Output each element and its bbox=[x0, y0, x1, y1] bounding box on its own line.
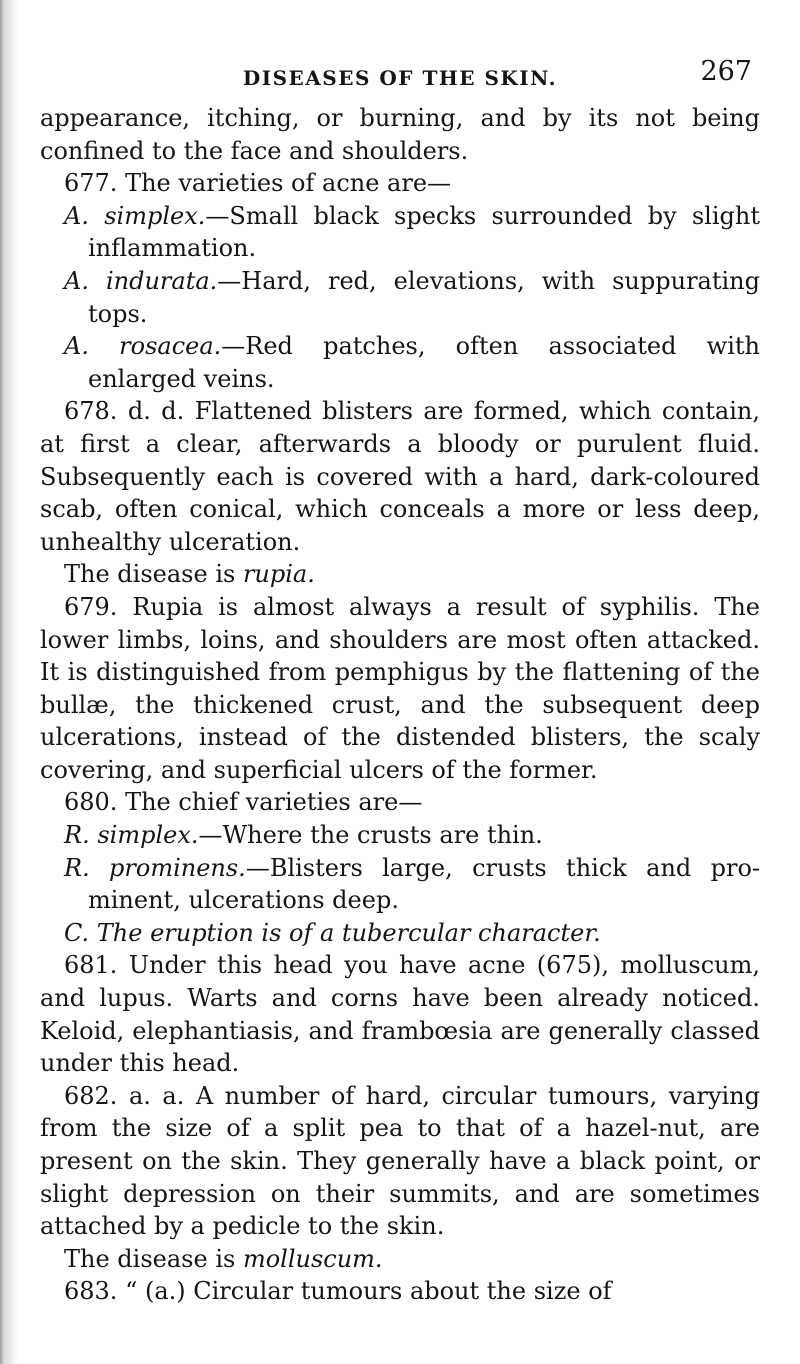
paragraph-text: 678. d. d. Flattened blisters are formed, which contain, at first a clear, afterwards a bloody or purulent fluid. Subsequently each is covered with a hard, dark-coloured scab, often conical, which conceals a more or less deep, unhealthy ulceration. bbox=[40, 397, 760, 556]
paragraph bbox=[40, 786, 760, 819]
paragraph-text: 677. The varieties of acne are— bbox=[64, 169, 452, 198]
paragraph bbox=[40, 558, 760, 591]
paragraph-text: 682. a. a. A number of hard, circular tumours, varying from the size of a split pea to that of a hazel-nut, are present on the skin. They generally have a black point, or slight depression on their summits, and are sometimes attached by a pedicle to the skin. bbox=[40, 1081, 760, 1241]
paragraph-text: The disease is bbox=[64, 560, 243, 589]
page-body bbox=[40, 102, 760, 1308]
paragraph-text: 679. Rupia is almost always a result of syphilis. The lower limbs, loins, and shoulders are most often attacked. It is distinguished from pemphigus by the flattening of the bullæ, the thickened crust, and the subsequent deep ulcerations, instead of the distended blisters, the scaly covering, and superficial ulcers of the former. bbox=[40, 592, 760, 784]
variety-term: R. simplex. bbox=[64, 821, 199, 850]
paragraph-text: 680. The chief varieties are— bbox=[64, 788, 423, 817]
disease-name: rupia. bbox=[242, 560, 315, 589]
paragraph bbox=[40, 949, 760, 1079]
variety-entry bbox=[40, 819, 760, 852]
section-heading-text: C. The eruption is of a tubercular character. bbox=[64, 918, 601, 947]
paragraph-text: appearance, itching, or burning, and by its not being confined to the face and shoulders. bbox=[40, 104, 760, 165]
disease-name: molluscum. bbox=[242, 1244, 383, 1273]
running-head: DISEASES OF THE SKIN. bbox=[242, 66, 558, 90]
paragraph bbox=[40, 102, 760, 167]
book-page bbox=[40, 56, 761, 1308]
paragraph-text: 681. Under this head you have acne (675), molluscum, and lupus. Warts and corns have been already noticed. Keloid, elephantiasis, and frambœsia are generally classed under this head. bbox=[40, 951, 760, 1078]
section-heading bbox=[40, 917, 760, 950]
paragraph bbox=[40, 167, 760, 200]
variety-term: A. simplex. bbox=[64, 201, 206, 230]
page-header bbox=[40, 56, 760, 96]
book-gutter-shadow bbox=[0, 0, 18, 1364]
variety-entry bbox=[40, 200, 760, 265]
variety-term: A. indurata. bbox=[64, 266, 218, 295]
paragraph bbox=[40, 1275, 760, 1308]
paragraph-text: 683. “ (a.) Circular tumours about the size of bbox=[64, 1277, 612, 1306]
page-number: 267 bbox=[700, 56, 752, 87]
variety-term: R. prominens. bbox=[64, 853, 246, 882]
variety-text: —Red patches, often associated with enlarged veins. bbox=[88, 332, 761, 393]
variety-text: —Blisters large, crusts thick and prominent, ulcerations deep. bbox=[88, 853, 760, 915]
paragraph-text: The disease is bbox=[64, 1244, 243, 1273]
variety-term: A. rosacea. bbox=[64, 332, 222, 361]
paragraph bbox=[40, 591, 760, 787]
paragraph bbox=[40, 395, 760, 558]
paragraph bbox=[40, 1243, 760, 1276]
paragraph bbox=[40, 1080, 760, 1243]
variety-text: —Small black specks surrounded by slight inflammation. bbox=[88, 201, 760, 263]
variety-entry bbox=[40, 330, 760, 395]
variety-entry bbox=[40, 852, 760, 917]
variety-entry bbox=[40, 265, 760, 330]
variety-text: —Hard, red, elevations, with suppurating tops. bbox=[88, 266, 760, 328]
variety-text: —Where the crusts are thin. bbox=[198, 821, 543, 850]
